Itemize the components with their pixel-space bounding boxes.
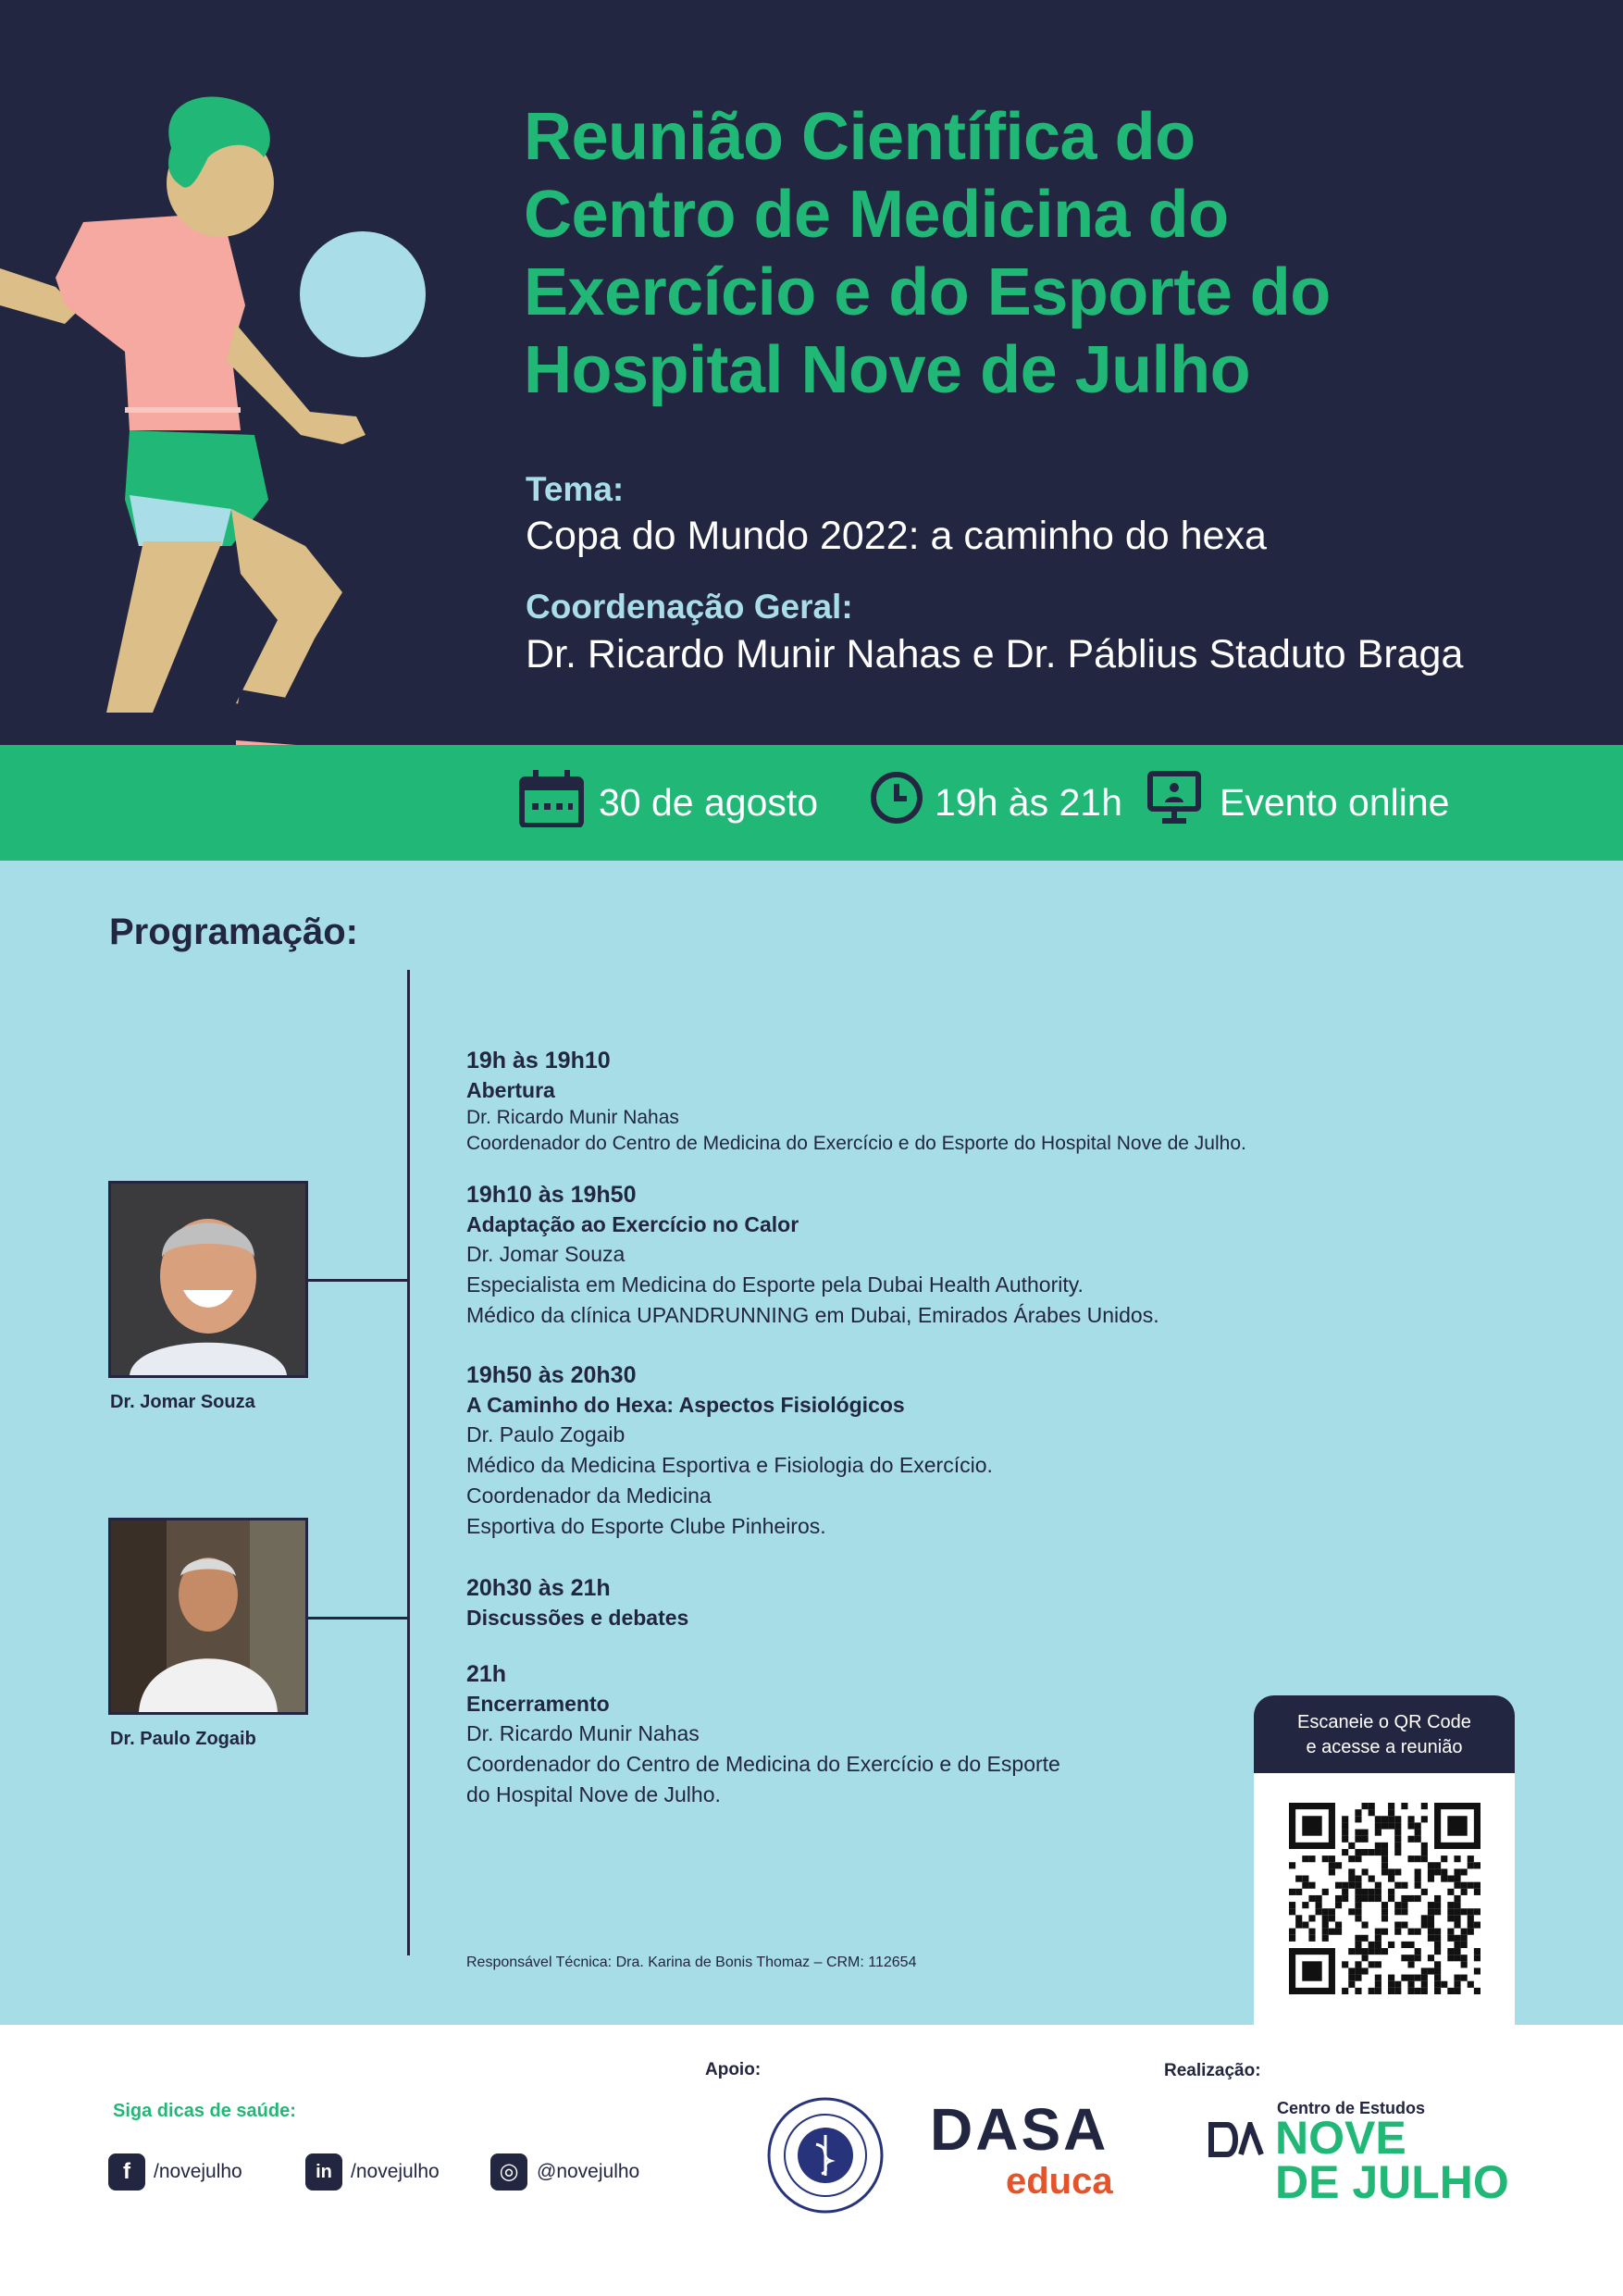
qr-code[interactable] (1289, 1803, 1481, 1994)
speaker-photo-paulo (108, 1518, 308, 1715)
ball-icon (298, 230, 427, 359)
entry-line: Médico da clínica UPANDRUNNING em Dubai, Emirados Árabes Unidos. (466, 1303, 1159, 1327)
calendar-icon (519, 770, 584, 827)
schedule-entry (466, 1180, 1159, 1331)
nj-subtitle: Centro de Estudos (1277, 2099, 1426, 2117)
entry-title: A Caminho do Hexa: Aspectos Fisiológicos (466, 1393, 905, 1417)
timeline-line (407, 970, 410, 1955)
entry-title: Abertura (466, 1078, 555, 1102)
entry-time: 20h30 às 21h (466, 1575, 611, 1601)
person-photo-icon (111, 1184, 305, 1375)
title-line: Centro de Medicina do (524, 178, 1229, 252)
linkedin-icon[interactable]: in (305, 2153, 342, 2191)
qr-text: e acesse a reunião (1306, 1737, 1463, 1757)
monitor-icon (1147, 771, 1201, 826)
entry-time: 21h (466, 1661, 507, 1687)
entry-line: do Hospital Nove de Julho. (466, 1782, 721, 1806)
entry-line: Dr. Jomar Souza (466, 1242, 626, 1266)
coordination-value: Dr. Ricardo Munir Nahas e Dr. Páblius Staduto Braga (526, 632, 1464, 676)
football-player-illustration (0, 74, 481, 745)
entry-time: 19h10 às 19h50 (466, 1182, 637, 1208)
nove-de-julho-mark-icon (1208, 2122, 1264, 2157)
program-title: Programação: (109, 912, 358, 952)
entry-line: Coordenador do Centro de Medicina do Exercício e do Esporte do Hospital Nove de Julho. (466, 1133, 1246, 1154)
event-time: 19h às 21h (935, 781, 1122, 824)
entry-line: Coordenador da Medicina (466, 1483, 712, 1508)
realization-label: Realização: (1164, 2061, 1261, 2080)
title-line: Exercício e do Esporte do (524, 255, 1331, 329)
support-label: Apoio: (705, 2060, 762, 2079)
title-line: Reunião Científica do (524, 100, 1196, 174)
entry-title: Adaptação ao Exercício no Calor (466, 1212, 799, 1236)
schedule-entry (466, 1573, 688, 1632)
facebook-handle[interactable]: /novejulho (154, 2161, 242, 2182)
schedule-entry (466, 1659, 1060, 1810)
speaker-photo-jomar (108, 1181, 308, 1378)
coordination-label: Coordenação Geral: (526, 588, 853, 626)
qr-header (1254, 1695, 1515, 1773)
dasa-logo: DASA (930, 2096, 1109, 2163)
tema-value: Copa do Mundo 2022: a caminho do hexa (526, 514, 1267, 558)
timeline-connector (305, 1617, 407, 1620)
linkedin-handle[interactable]: /novejulho (351, 2161, 440, 2182)
title-line: Hospital Nove de Julho (524, 333, 1251, 407)
timeline-connector (305, 1279, 407, 1282)
schedule-entry (466, 1360, 993, 1542)
event-format: Evento online (1220, 781, 1450, 824)
speaker-caption: Dr. Paulo Zogaib (110, 1729, 256, 1749)
entry-time: 19h50 às 20h30 (466, 1362, 637, 1388)
responsible-note: Responsável Técnica: Dra. Karina de Bonis Thomaz – CRM: 112654 (466, 1955, 917, 1970)
nj-logo-line1: NOVE (1275, 2112, 1406, 2164)
clock-icon (870, 771, 923, 825)
event-date: 30 de agosto (599, 781, 819, 824)
nj-logo-line2: DE JULHO (1275, 2156, 1509, 2208)
entry-line: Dr. Ricardo Munir Nahas (466, 1107, 679, 1128)
entry-line: Especialista em Medicina do Esporte pela Dubai Health Authority. (466, 1272, 1084, 1297)
dasa-educa-logo: educa (1006, 2161, 1113, 2202)
entry-line: Dr. Paulo Zogaib (466, 1422, 626, 1446)
qr-text: Escaneie o QR Code (1297, 1712, 1471, 1732)
entry-line: Esportiva do Esporte Clube Pinheiros. (466, 1514, 826, 1538)
entry-line: Coordenador do Centro de Medicina do Exercício e do Esporte (466, 1752, 1060, 1776)
instagram-handle[interactable]: @novejulho (537, 2161, 640, 2182)
entry-title: Encerramento (466, 1692, 610, 1716)
entry-time: 19h às 19h10 (466, 1048, 611, 1074)
speaker-caption: Dr. Jomar Souza (110, 1392, 255, 1412)
event-info-bar (0, 745, 1623, 861)
entry-title: Discussões e debates (466, 1606, 689, 1630)
facebook-icon[interactable]: f (108, 2153, 145, 2191)
event-title (524, 98, 1588, 409)
social-label: Siga dicas de saúde: (113, 2101, 296, 2121)
sports-medicine-society-seal-icon (766, 2096, 885, 2215)
header-banner (0, 0, 1623, 745)
schedule-entry (466, 1046, 1246, 1157)
tema-label: Tema: (526, 470, 625, 508)
instagram-icon[interactable]: ◎ (490, 2153, 527, 2191)
qr-card (1254, 1773, 1515, 2025)
entry-line: Dr. Ricardo Munir Nahas (466, 1721, 700, 1745)
entry-line: Médico da Medicina Esportiva e Fisiologia do Exercício. (466, 1453, 993, 1477)
person-photo-icon (111, 1520, 305, 1712)
